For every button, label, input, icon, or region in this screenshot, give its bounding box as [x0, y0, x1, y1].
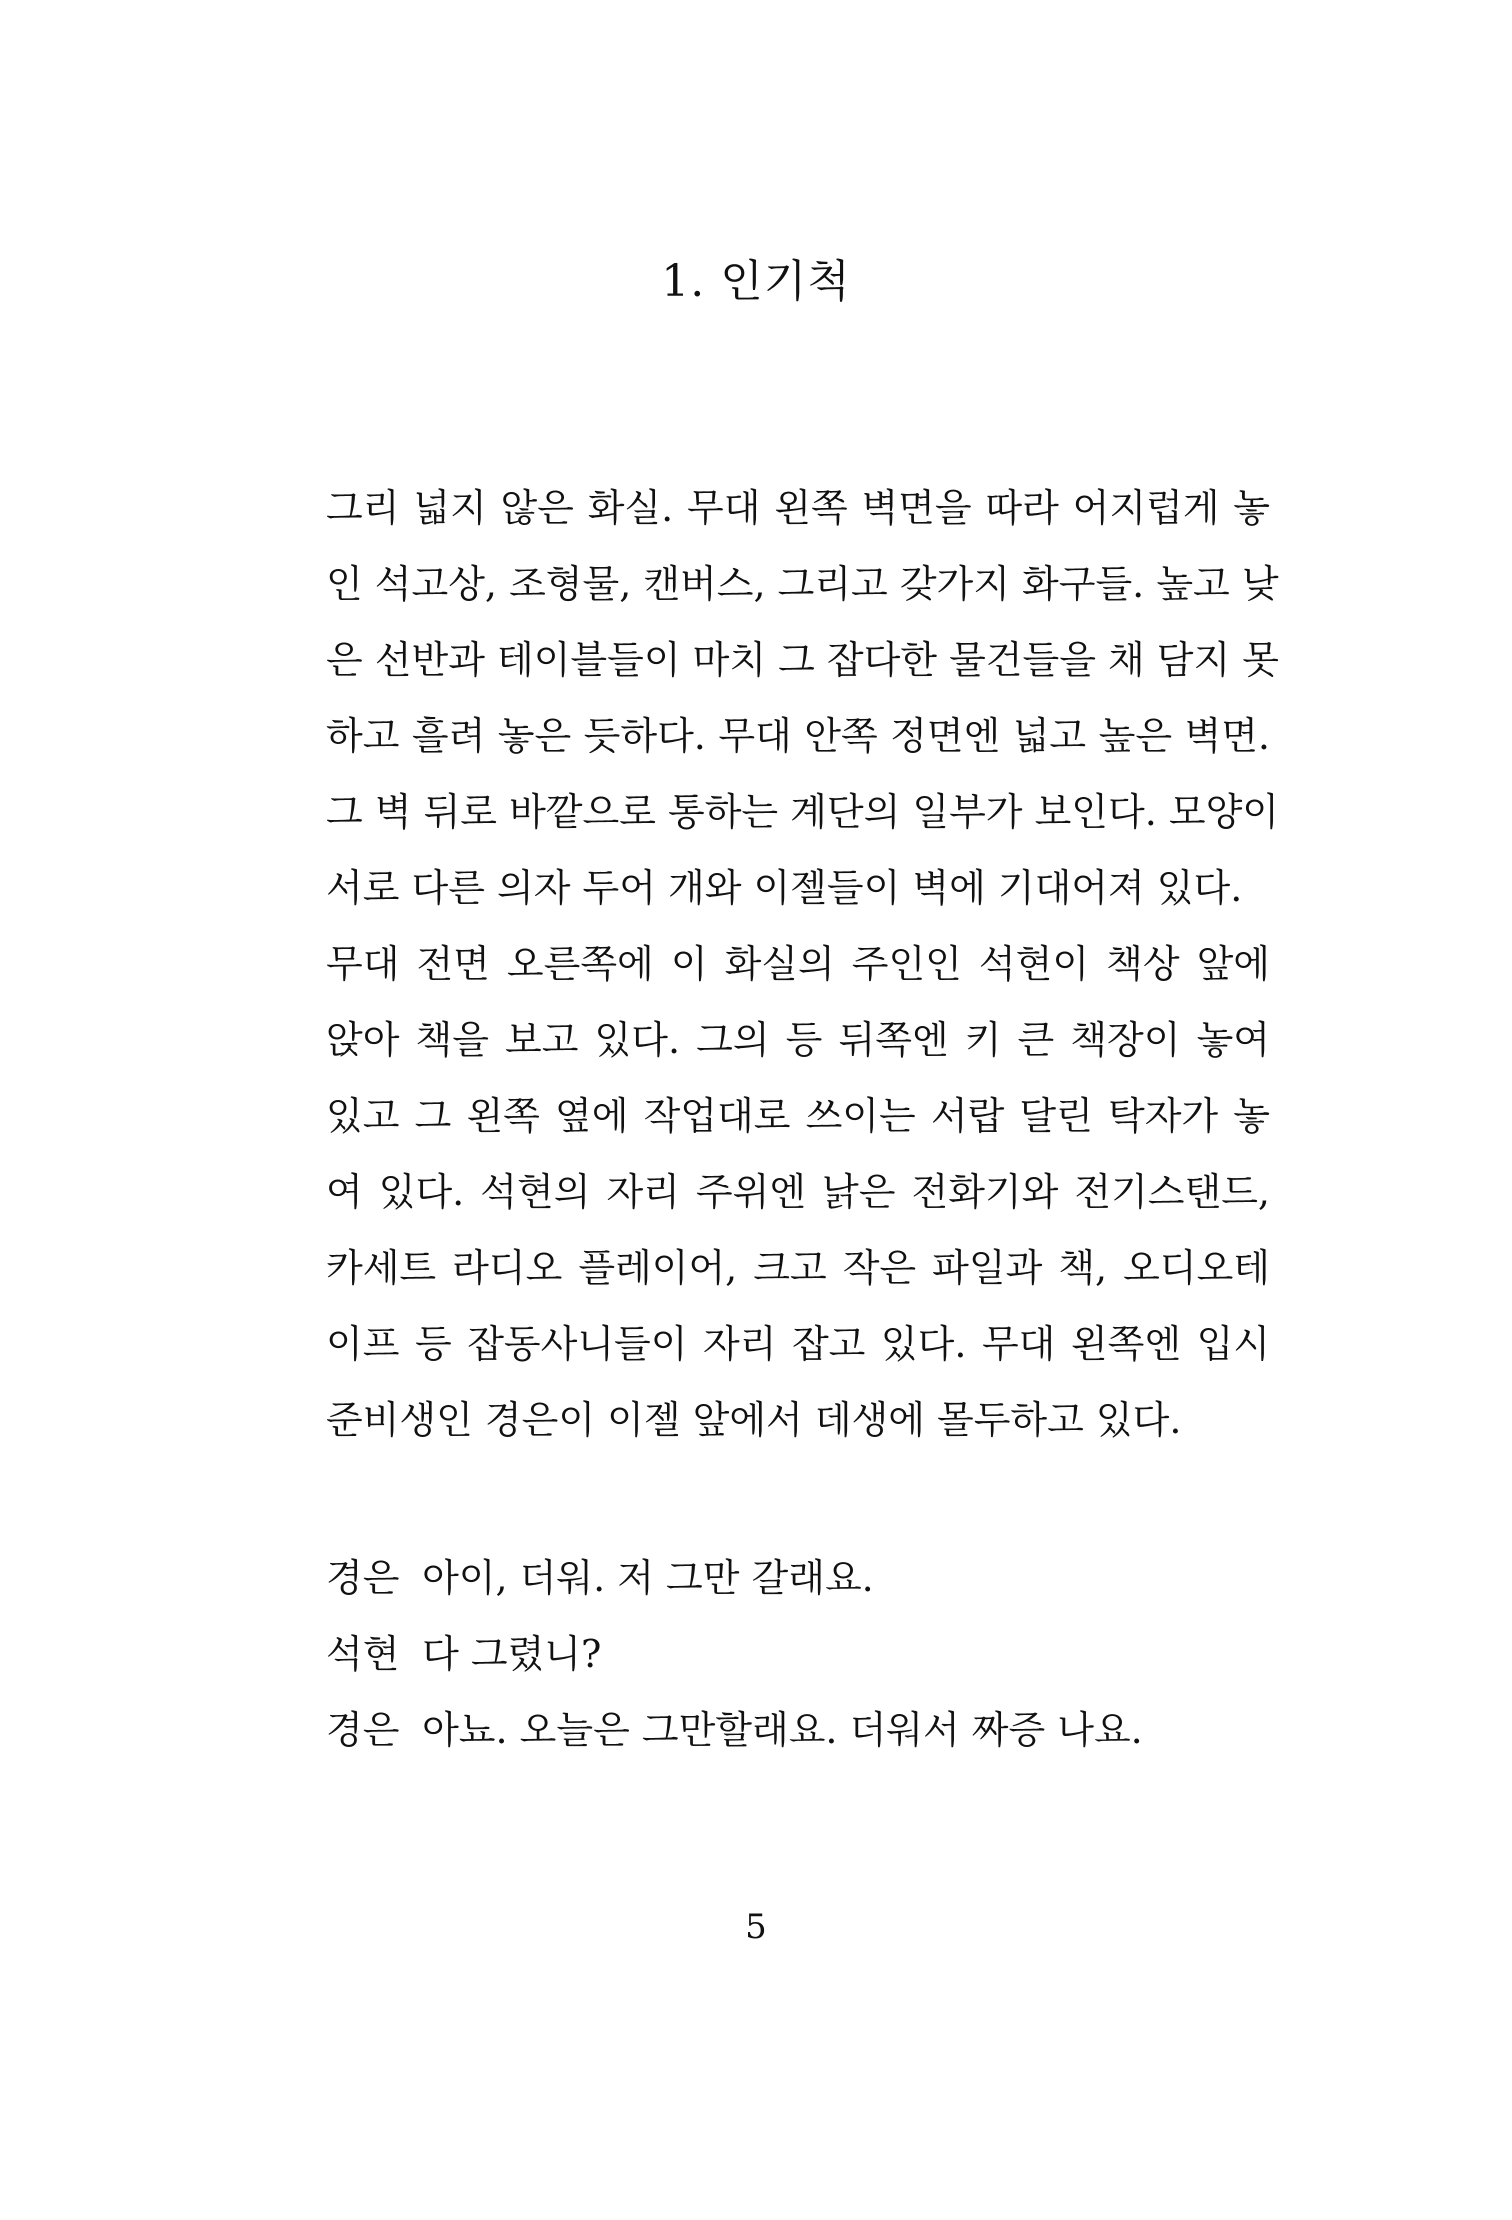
stage-direction-line: 그 벽 뒤로 바깥으로 통하는 계단의 일부가 보인다. 모양이: [326, 790, 1279, 834]
stage-direction-line: 서로 다른 의자 두어 개와 이젤들이 벽에 기대어져 있다.: [326, 866, 1243, 910]
stage-direction-line: 그리 넓지 않은 화실. 무대 왼쪽 벽면을 따라 어지럽게 놓: [326, 486, 1270, 530]
speaker-name: 석현: [326, 1632, 400, 1676]
stage-direction: [326, 478, 1279, 1466]
stage-direction-line: 인 석고상, 조형물, 캔버스, 그리고 갖가지 화구들. 높고 낮: [326, 562, 1279, 606]
chapter-title: 1. 인기척: [661, 256, 851, 307]
stage-direction-line: 있고 그 왼쪽 옆에 작업대로 쓰이는 서랍 달린 탁자가 놓: [326, 1094, 1270, 1138]
stage-direction-line: 앉아 책을 보고 있다. 그의 등 뒤쪽엔 키 큰 책장이 놓여: [326, 1018, 1270, 1062]
dialogue: [326, 1548, 1270, 1776]
speech-text: 다 그렸니?: [422, 1632, 602, 1676]
stage-direction-line: 은 선반과 테이블들이 마치 그 잡다한 물건들을 채 담지 못: [326, 638, 1279, 682]
speech-text: 아뇨. 오늘은 그만할래요. 더워서 짜증 나요.: [422, 1708, 1143, 1752]
speech-text: 아이, 더워. 저 그만 갈래요.: [422, 1556, 874, 1600]
stage-direction-line: 이프 등 잡동사니들이 자리 잡고 있다. 무대 왼쪽엔 입시: [326, 1322, 1270, 1366]
dialogue-line: [326, 1548, 1270, 1624]
page-number: 5: [745, 1907, 767, 1947]
stage-direction-line: 하고 흘려 놓은 듯하다. 무대 안쪽 정면엔 넓고 높은 벽면.: [326, 714, 1270, 758]
stage-direction-line: 여 있다. 석현의 자리 주위엔 낡은 전화기와 전기스탠드,: [326, 1170, 1270, 1214]
dialogue-line: [326, 1624, 1270, 1700]
speaker-name: 경은: [326, 1556, 400, 1600]
speaker-name: 경은: [326, 1708, 400, 1752]
dialogue-line: [326, 1700, 1270, 1776]
stage-direction-line: 카세트 라디오 플레이어, 크고 작은 파일과 책, 오디오테: [326, 1246, 1270, 1290]
stage-direction-line: 무대 전면 오른쪽에 이 화실의 주인인 석현이 책상 앞에: [326, 942, 1270, 986]
stage-direction-line: 준비생인 경은이 이젤 앞에서 데생에 몰두하고 있다.: [326, 1398, 1182, 1442]
